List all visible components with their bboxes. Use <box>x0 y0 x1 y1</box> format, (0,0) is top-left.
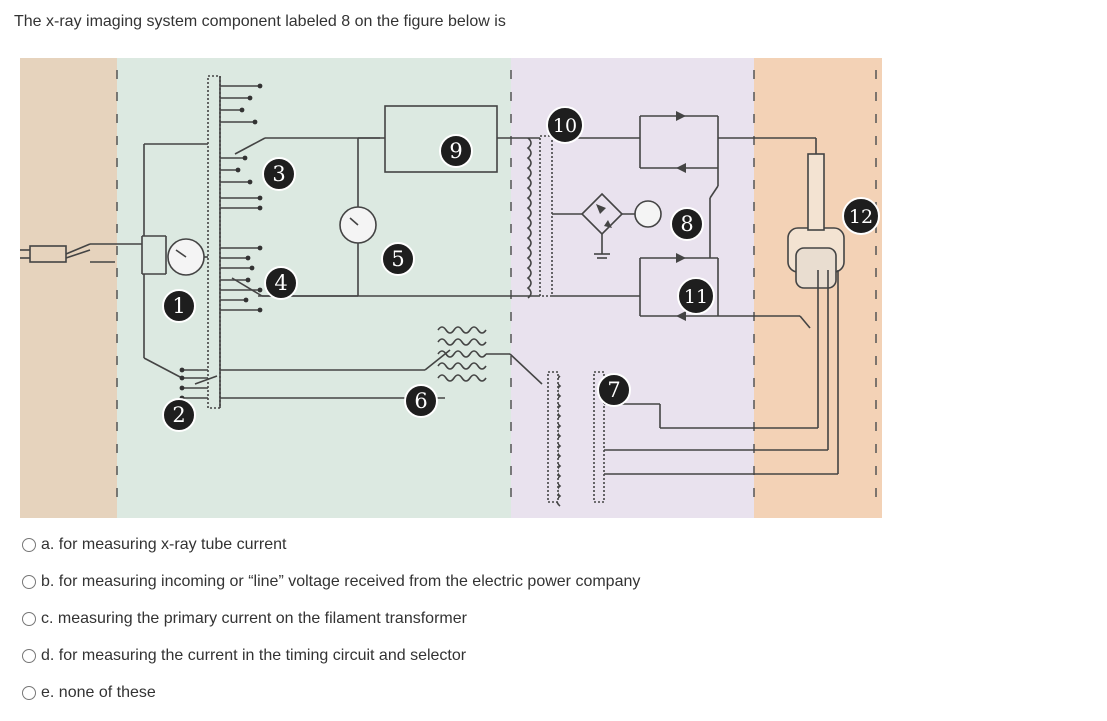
svg-text:9: 9 <box>449 139 463 163</box>
option-d-label: d. for measuring the current in the timing circuit and selector <box>41 647 467 664</box>
option-b-label: b. for measuring incoming or “line” voltage received from the electric power company <box>41 573 641 590</box>
label-1 <box>163 290 195 322</box>
radio-option-e[interactable] <box>22 686 36 700</box>
option-e[interactable] <box>22 684 156 702</box>
option-e-label: e. none of these <box>41 684 156 701</box>
radio-option-c[interactable] <box>22 612 36 626</box>
radio-option-d[interactable] <box>22 649 36 663</box>
option-b[interactable] <box>22 573 640 591</box>
option-c-label: c. measuring the primary current on the filament transformer <box>41 610 467 627</box>
label-9 <box>440 135 472 167</box>
option-a[interactable] <box>22 536 286 554</box>
svg-text:7: 7 <box>607 378 621 402</box>
label-7 <box>598 374 630 406</box>
svg-text:1: 1 <box>172 294 186 318</box>
svg-text:3: 3 <box>272 162 286 186</box>
svg-text:2: 2 <box>172 403 186 427</box>
option-c[interactable] <box>22 610 467 628</box>
svg-text:10: 10 <box>552 115 578 137</box>
label-6 <box>405 385 437 417</box>
svg-text:5: 5 <box>391 247 405 271</box>
label-5 <box>382 243 414 275</box>
power-plug <box>30 246 66 262</box>
radio-option-b[interactable] <box>22 575 36 589</box>
option-a-label: a. for measuring x-ray tube current <box>41 536 287 553</box>
timer-box-9 <box>385 106 497 172</box>
svg-text:11: 11 <box>683 286 709 308</box>
label-4 <box>265 267 297 299</box>
label-8 <box>671 208 703 240</box>
label-10 <box>547 107 583 143</box>
radio-option-a[interactable] <box>22 538 36 552</box>
panel-line-input <box>20 58 117 518</box>
svg-text:6: 6 <box>414 389 428 413</box>
option-d[interactable] <box>22 647 466 665</box>
xray-circuit-diagram <box>20 58 882 518</box>
question-text: The x-ray imaging system component labeled 8 on the figure below is <box>14 13 506 30</box>
svg-text:8: 8 <box>680 212 694 236</box>
label-12 <box>843 198 879 234</box>
svg-text:12: 12 <box>848 206 874 228</box>
label-11 <box>678 278 714 314</box>
label-3 <box>263 158 295 190</box>
svg-text:4: 4 <box>274 271 288 295</box>
label-2 <box>163 399 195 431</box>
